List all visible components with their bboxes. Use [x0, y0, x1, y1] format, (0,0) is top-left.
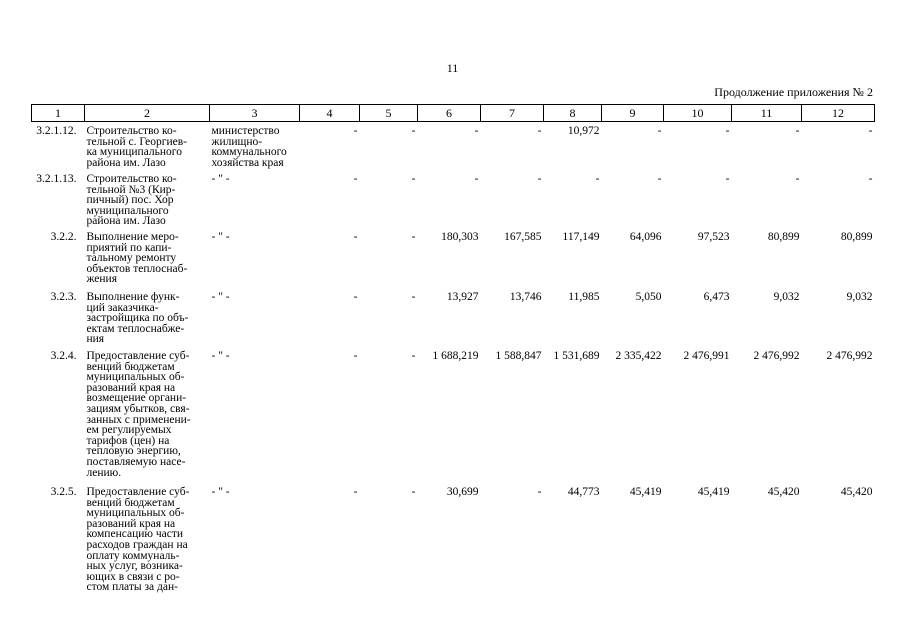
row-organization: - " - — [211, 290, 230, 303]
cell-value: - — [657, 125, 662, 137]
cell-value: - — [537, 173, 542, 185]
cell-value: - — [537, 485, 542, 498]
cell-value: 2 335,422 — [615, 349, 662, 362]
cell-value: - — [725, 173, 730, 185]
column-header: 12 — [802, 105, 875, 122]
cell-value: 13,927 — [446, 290, 479, 303]
cell-value: - — [411, 230, 416, 243]
column-header: 4 — [300, 105, 360, 122]
cell-value: - — [795, 125, 800, 137]
column-header: 5 — [360, 105, 418, 122]
cell-value: - — [411, 173, 416, 185]
cell-value: - — [537, 125, 542, 137]
cell-value: - — [474, 173, 479, 185]
column-header: 11 — [732, 105, 802, 122]
cell-value: - — [411, 349, 416, 362]
column-header: 8 — [544, 105, 602, 122]
row-name: Предоставление суб- венций бюджетам муниципальных об- разований края на возмещение органи- зациям убытков, свя- занных с применени- ем регулируемых тарифов (цен) на тепловую энергию, поставляемую насе- лению. — [86, 349, 191, 479]
cell-value: 1 588,847 — [495, 349, 542, 362]
cell-value: 44,773 — [567, 485, 600, 498]
cell-value: 13,746 — [509, 290, 542, 303]
cell-value: 2 476,992 — [753, 349, 800, 362]
cell-value: 97,523 — [697, 230, 730, 243]
table-row — [32, 122, 875, 170]
column-header: 10 — [664, 105, 732, 122]
row-organization: - " - — [211, 230, 230, 243]
row-code: 3.2.2. — [50, 230, 77, 243]
row-name: Строительство ко- тельной №3 (Кир- пичный) пос. Хор муниципального района им. Лазо — [86, 173, 177, 228]
cell-value: - — [353, 485, 358, 498]
table-header-row — [32, 105, 875, 122]
cell-value: 80,899 — [840, 230, 873, 243]
cell-value: 45,420 — [767, 485, 800, 498]
row-name: Предоставление суб- венций бюджетам муниципальных об- разований края на компенсацию части расходов граждан на оплату коммуналь- ных услуг, возника- ющих в связи с ро- стом платы за дан- — [86, 485, 190, 594]
row-organization: - " - — [211, 173, 230, 185]
row-name: Строительство ко- тельной с. Георгиев- ка муниципального района им. Лазо — [86, 125, 188, 169]
cell-value: - — [595, 173, 600, 185]
cell-value: 117,149 — [562, 230, 600, 243]
cell-value: 5,050 — [635, 290, 662, 303]
cell-value: - — [795, 173, 800, 185]
cell-value: - — [353, 173, 358, 185]
budget-table — [31, 104, 875, 597]
column-header: 7 — [481, 105, 544, 122]
cell-value: 64,096 — [629, 230, 662, 243]
cell-value: 6,473 — [703, 290, 730, 303]
cell-value: 1 531,689 — [553, 349, 600, 362]
cell-value: - — [411, 485, 416, 498]
cell-value: - — [868, 173, 873, 185]
cell-value: 45,420 — [840, 485, 873, 498]
cell-value: 30,699 — [446, 485, 479, 498]
appendix-continuation-title: Продолжение приложения № 2 — [714, 85, 873, 99]
row-organization: - " - — [211, 485, 230, 498]
row-name: Выполнение меро- приятий по капи- тальному ремонту объектов теплоснаб- жения — [86, 230, 188, 286]
cell-value: 11,985 — [568, 290, 600, 303]
cell-value: 9,032 — [773, 290, 800, 303]
cell-value: 45,419 — [697, 485, 730, 498]
page-number: 11 — [446, 61, 459, 75]
column-header: 9 — [602, 105, 664, 122]
row-code: 3.2.3. — [50, 290, 77, 303]
row-name: Выполнение функ- ций заказчика- застройщика по объ- ектам теплоснабже- ния — [86, 290, 189, 346]
row-organization: министерство жилищно- коммунального хозяйства края — [211, 125, 287, 169]
table-row — [32, 482, 875, 597]
table-row — [32, 169, 875, 227]
row-code: 3.2.1.13. — [36, 173, 77, 185]
cell-value: - — [411, 125, 416, 137]
cell-value: 1 688,219 — [432, 349, 479, 362]
table-row — [32, 287, 875, 346]
row-code: 3.2.5. — [50, 485, 77, 498]
cell-value: - — [353, 125, 358, 137]
cell-value: 167,585 — [504, 230, 542, 243]
cell-value: - — [353, 290, 358, 303]
cell-value: 2 476,991 — [683, 349, 730, 362]
cell-value: - — [725, 125, 730, 137]
cell-value: 80,899 — [767, 230, 800, 243]
row-code: 3.2.4. — [50, 349, 77, 362]
cell-value: 10,972 — [567, 125, 600, 137]
cell-value: 45,419 — [629, 485, 662, 498]
column-header: 6 — [418, 105, 481, 122]
cell-value: 2 476,992 — [826, 349, 873, 362]
cell-value: - — [353, 230, 358, 243]
cell-value: - — [868, 125, 873, 137]
column-header: 2 — [85, 105, 210, 122]
column-header: 1 — [32, 105, 85, 122]
cell-value: - — [411, 290, 416, 303]
table-row — [32, 346, 875, 482]
cell-value: 180,303 — [441, 230, 479, 243]
row-organization: - " - — [211, 349, 230, 362]
cell-value: - — [474, 125, 479, 137]
cell-value: - — [657, 173, 662, 185]
cell-value: - — [353, 349, 358, 362]
row-code: 3.2.1.12. — [36, 125, 77, 137]
table-row — [32, 227, 875, 287]
column-header: 3 — [210, 105, 300, 122]
cell-value: 9,032 — [846, 290, 873, 303]
